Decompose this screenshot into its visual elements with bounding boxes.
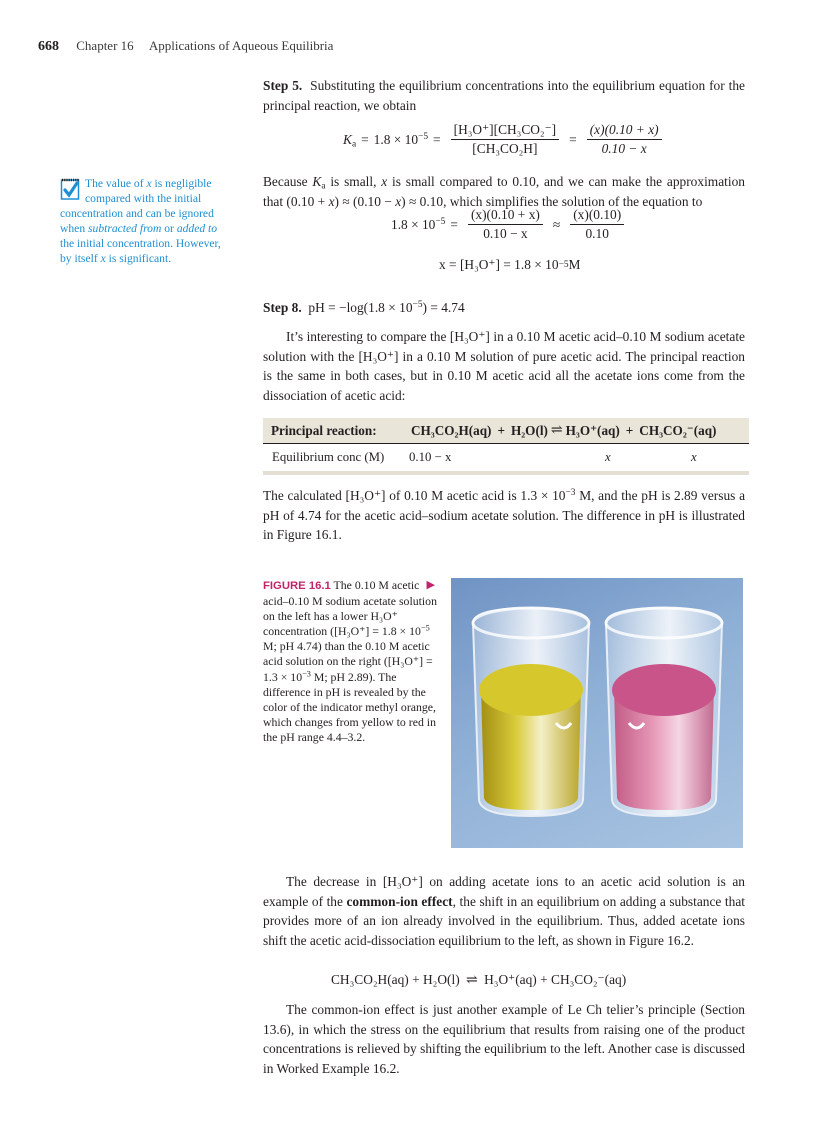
calculated-paragraph [263, 486, 745, 545]
figure-label: FIGURE 16.1 [263, 580, 331, 592]
chapter-title: Applications of Aqueous Equilibria [148, 38, 334, 53]
equation-x-value: x = [H₃O⁺] = 1.8 × 10 −5 M [439, 257, 581, 272]
caption-text: M; pH 2.89). The difference in pH is revealed by the color of the indicator methyl orange, which changes from yellow to red in the pH range 4.4–3.2. [263, 669, 436, 744]
reactant-water: H₂O(l) [510, 422, 548, 438]
text: ) ≈ (0.10 − [334, 193, 396, 209]
reaction-table [263, 418, 749, 475]
exact-fraction [468, 207, 543, 242]
frac-denominator: 0.10 − x [483, 226, 528, 241]
text: Because [263, 174, 313, 189]
exponent: −5 [435, 216, 446, 227]
chapter-number: Chapter 16 [76, 38, 134, 53]
table-bottom-rule [263, 471, 749, 475]
text: is small compared to 0.10, and we can make the approximation that (0.10 + [263, 174, 745, 209]
le-chatelier-paragraph [263, 1000, 745, 1078]
table-row [263, 444, 749, 471]
margin-note [60, 176, 230, 267]
equilibrium-arrows-icon: ⇌ [466, 973, 478, 988]
text: The calculated [H₃O⁺] of 0.10 M acetic acid is 1.3 × 10 [263, 488, 566, 503]
reactants: CH₃CO₂H(aq) + H₂O(l) [331, 972, 460, 987]
exponent: −3 [565, 487, 576, 498]
step-5-label: Step 5. [263, 78, 303, 93]
caption-text: The 0.10 M acetic acid–0.10 M sodium acetate solution on the left has a lower H₃O⁺ concentration ([H₃O⁺] = 1.8 × 10 [263, 578, 437, 639]
frac-denominator: 0.10 [585, 226, 609, 241]
equation-approximation: $1.8 \times 10^{-5}$ = $\frac{(x)(0.10 + x)}{0.10 - x}$ ≈ $\frac{(x)(0.10)}{0.10}$ [391, 207, 629, 242]
note-text: is negligible compared with the initial concentration and can be ignored when [60, 177, 214, 236]
x-value-text: x = [H₃O⁺] = 1.8 × 10 [439, 257, 559, 272]
step-5-text: Substituting the equilibrium concentrations into the equilibrium equation for the principal reaction, we obtain [263, 78, 745, 113]
checklist-icon [60, 177, 81, 201]
exponent: −3 [302, 669, 311, 679]
text: ) ≈ 0.10, which simplifies the solution of the equation to [401, 193, 703, 209]
key-term: common-ion effect [346, 893, 453, 909]
frac-numerator: (x)(0.10 + x) [468, 207, 543, 225]
equation-dissociation [331, 972, 626, 989]
product-acetate: CH₃CO₂⁻(aq) [639, 422, 717, 438]
frac-numerator: (x)(0.10) [570, 207, 624, 225]
plus: + [497, 422, 505, 438]
note-text: The value of [85, 177, 147, 190]
figure-caption [263, 578, 441, 745]
frac-numerator: (x)(0.10 + x) [587, 122, 662, 140]
text: The decrease in [H₃O⁺] on adding acetate ions to an acetic acid solution is an example of the [263, 874, 745, 909]
note-emphasis: subtracted from [88, 222, 162, 236]
step-5-paragraph [263, 76, 745, 115]
step-8-label: Step 8. [263, 300, 302, 315]
header-label: Principal reaction: [271, 422, 377, 438]
paragraph-text: It’s interesting to compare the [H₃O⁺] in a 0.10 M acetic acid–0.10 M sodium acetate solution with the [H₃O⁺] in a 0.10 M solution of pure acetic acid. The principal reaction is the same in both cases, but in 0.10 M acetic acid all the acetate ions come from the dissociation of acetic acid: [263, 329, 745, 403]
common-ion-paragraph [263, 872, 745, 950]
text: ) = 4.74 [422, 300, 465, 315]
unit: M [568, 257, 581, 272]
note-emphasis: added to [176, 222, 218, 236]
approx-fraction [570, 207, 624, 242]
plus: + [625, 422, 634, 438]
note-text: or [161, 222, 177, 236]
step-8-paragraph [263, 298, 745, 318]
note-text: the initial concentration. However, by itself [60, 237, 221, 266]
product-hydronium: H₃O⁺(aq) [565, 422, 620, 438]
equation-ka-expression: $K_a$ = $1.8 \times 10^{-5}$ = $\frac{\text{[H₃O⁺][CH₃CO₂⁻]}}{\text{[CH₃CO₂H]}}$ = $\frac{(x)(0.10 + x)}{0.10 - x}$ [343, 122, 667, 157]
text: M, and the pH is 2.89 versus a pH of 4.74 for the acetic acid–sodium acetate solution. The difference in pH is illustrated in Figure 16.1. [263, 488, 746, 542]
text: pH = −log(1.8 × 10 [308, 300, 413, 315]
caption-text: M; pH 4.74) than the 0.10 M acetic acid solution on the right ([H₃O⁺] = 1.3 × 10 [263, 639, 433, 684]
ka-mantissa: 1.8 × 10 [373, 131, 419, 147]
note-var-x: x [100, 252, 106, 266]
cell: x [691, 450, 697, 464]
approximation-paragraph: Because $K_a$ is small, x is small compared to 0.10, and we can make the approximation that (0.10 + x) ≈ (0.10 − x) ≈ 0.10, which simplifies the solution of the equation to [263, 174, 745, 209]
frac-denominator: [CH₃CO₂H] [472, 141, 538, 156]
frac-denominator: 0.10 − x [601, 141, 647, 156]
note-var-x: x [146, 177, 152, 190]
mantissa: 1.8 × 10 [391, 216, 436, 232]
text: is small, [325, 174, 382, 189]
concentration-fraction [451, 122, 560, 157]
row-label: Equilibrium conc (M) [272, 450, 385, 464]
exponent: −5 [412, 299, 423, 310]
cell: x [605, 450, 611, 464]
pointer-arrow-icon: ▶ [426, 579, 435, 591]
x-fraction [587, 122, 662, 157]
beakers-illustration [451, 578, 743, 848]
products: H₃O⁺(aq) + CH₃CO₂⁻(aq) [484, 972, 627, 987]
ka-subscript: a [351, 138, 357, 149]
beakers-photo [451, 578, 743, 848]
cell: 0.10 − x [409, 450, 452, 464]
page-number: 668 [38, 39, 59, 54]
text: , the shift in an equilibrium on adding a substance that provides more of an ion already involved in the equilibrium. Thus, added acetate ions shift the acetic acid-dissociation equilibrium to the left, as shown in Figure 16.2. [263, 893, 745, 948]
reactant-acetic-acid: CH₃CO₂H(aq) [411, 422, 492, 438]
ka-exponent: −5 [418, 131, 429, 142]
table-header [263, 418, 749, 444]
note-text: is significant. [105, 252, 172, 266]
compare-paragraph [263, 327, 745, 405]
paragraph-text: The common-ion effect is just another example of Le Ch telier’s principle (Section 13.6), in which the stress on the equilibrium that results from raising one of the product concentrations is relieved by shifting the equilibrium to the left. Another case is discussed in Worked Example 16.2. [263, 1002, 745, 1076]
equilibrium-arrows-icon: ⇌ [550, 423, 563, 438]
running-head [38, 38, 333, 55]
frac-numerator: [H₃O⁺][CH₃CO₂⁻] [451, 122, 560, 140]
exponent: −5 [420, 623, 430, 633]
ka-symbol: K [343, 131, 352, 147]
